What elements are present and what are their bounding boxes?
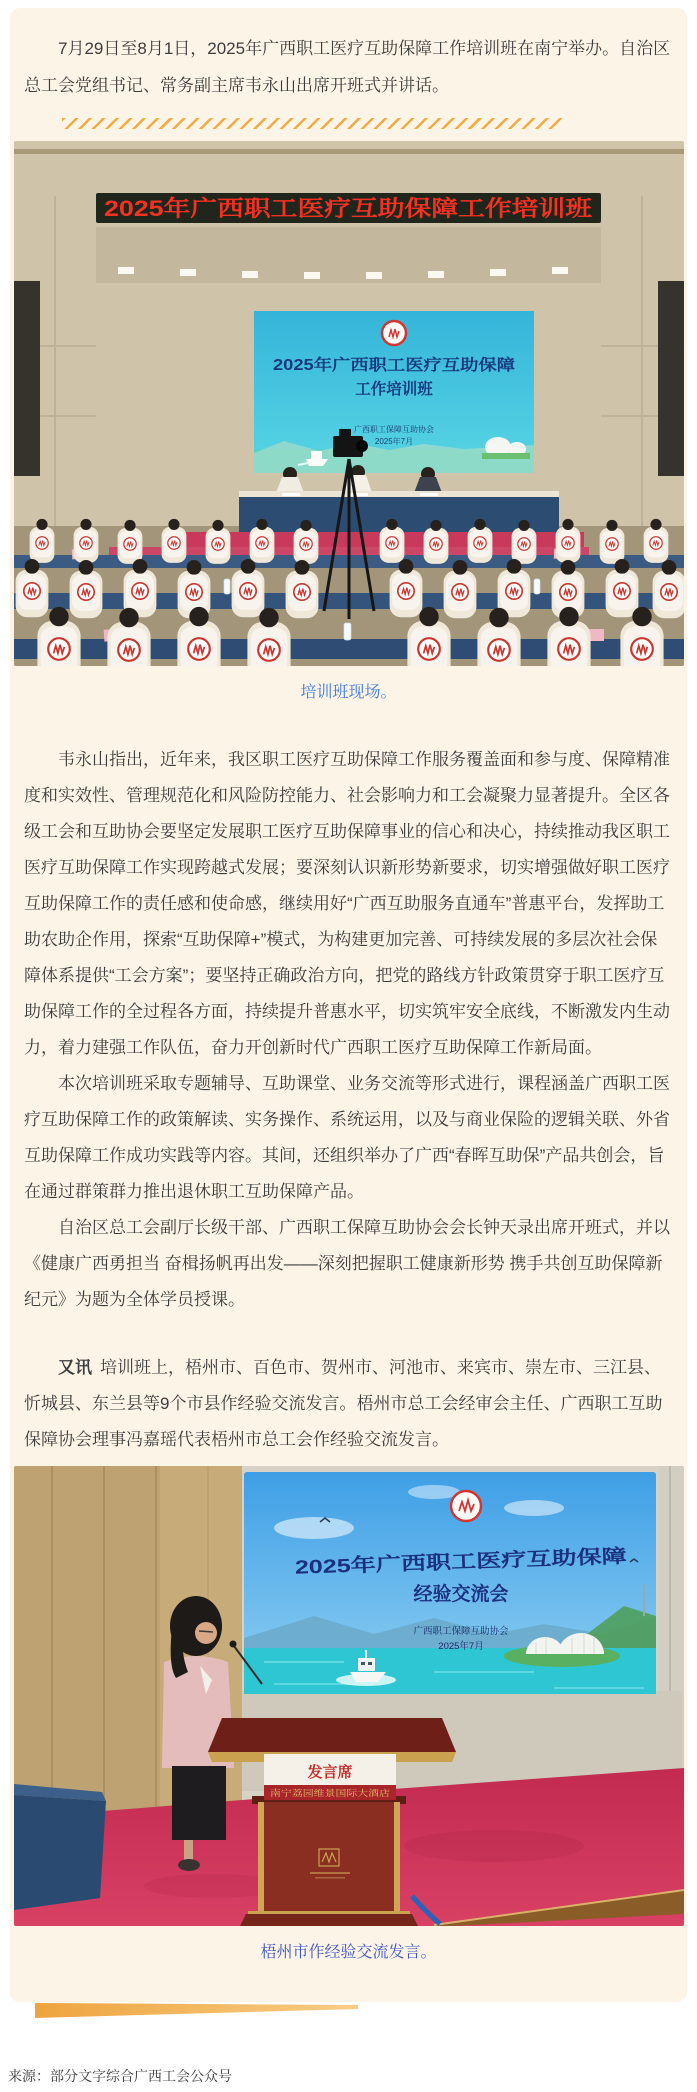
additional-news-text: 培训班上，梧州市、百色市、贺州市、河池市、来宾市、崇左市、三江县、忻城县、东兰县等9个市县作经验交流发言。梧州市总工会经审会主任、广西职工互助保障协会理事冯嘉瑶代表梧州市总工会作经验交流发言。	[24, 1358, 663, 1449]
screen-title-line1: 2025年广西职工医疗互助保障	[294, 1549, 546, 1579]
led-banner-text: 2025年广西职工医疗互助保障工作培训班	[103, 196, 593, 221]
speaker-sign-text: 发言席	[306, 1764, 353, 1781]
intro-paragraph: 7月29日至8月1日，2025年广西职工医疗互助保障工作培训班在南宁举办。自治区总工会党组书记、常务副主席韦永山出席开班式并讲话。	[24, 39, 671, 95]
paragraph-zhongtianlu: 自治区总工会副厅长级干部、广西职工保障互助协会会长钟天录出席开班式，并以《健康广西勇担当 奋楫扬帆再出发——深刻把握职工健康新形势 携手共创互助保障新纪元》为题为全体学员授课。	[24, 1218, 670, 1309]
screen-title-line2: 经验交流会	[412, 1584, 509, 1605]
speaker-sign	[264, 1754, 396, 1800]
source-note: 来源：部分文字综合广西工会公众号	[8, 2068, 232, 2084]
speaker-panel-left	[14, 281, 40, 476]
photo1-caption: 培训班现场。	[300, 684, 397, 701]
screen-date: 2025年7月	[374, 437, 413, 446]
photo-training-venue[interactable]	[14, 141, 684, 666]
card-bottom-ribbon	[35, 2003, 358, 2018]
speaker-panel-right	[658, 281, 684, 476]
screen-org: 广西职工保障互助协会	[412, 1626, 509, 1637]
screen-org: 广西职工保障互助协会	[353, 425, 434, 434]
paragraph-training-format: 本次培训班采取专题辅导、互助课堂、业务交流等形式进行，课程涵盖广西职工医疗互助保障工作的政策解读、实务操作、系统运用，以及与商业保险的逻辑关联、外省互助保障工作成功实践等内容。其间，还组织举办了广西“春晖互助保”产品共创会，旨在通过群策群力推出退休职工互助保障产品。	[24, 1074, 670, 1201]
additional-news-label: 又讯	[58, 1358, 92, 1377]
photo-wuzhou-speech[interactable]	[14, 1466, 684, 1926]
stage-screen	[254, 311, 534, 473]
conference-screen	[244, 1472, 656, 1694]
paragraph-weiyongshan: 韦永山指出，近年来，我区职工医疗互助保障工作服务覆盖面和参与度、保障精准度和实效性、管理规范化和风险防控能力、社会影响力和工会凝聚力显著提升。全区各级工会和互助协会要坚定发展职工医疗互助保障事业的信心和决心，持续推动我区职工医疗互助保障工作实现跨越式发展；要深刻认识新形势新要求，切实增强做好职工医疗互助保障工作的责任感和使命感，继续用好“广西互助服务直通车”普惠平台，发挥助工助农助企作用，探索“互助保障+”模式，为构建更加完善、可持续发展的多层次社会保障体系提供“工会方案”；要坚持正确政治方向，把党的路线方针政策贯穿于职工医疗互助保障工作的全过程各方面，持续提升普惠水平，切实筑牢安全底线，不断激发内生动力，着力建强工作队伍，奋力开创新时代广西职工医疗互助保障工作新局面。	[24, 750, 670, 1057]
article-card	[10, 8, 687, 2002]
screen-title-line2: 工作培训班	[354, 381, 433, 398]
hotel-name-text: 南宁荔园维景国际大酒店	[269, 1788, 391, 1798]
screen-title-line1: 2025年广西职工医疗互助保障	[272, 357, 478, 374]
photo2-caption: 梧州市作经验交流发言。	[260, 1944, 437, 1961]
screen-date: 2025年7月	[437, 1641, 484, 1652]
article-body	[10, 742, 687, 1458]
side-table	[14, 1784, 106, 1910]
paragraph-additional-news	[24, 1350, 673, 1458]
hatch-divider	[62, 118, 562, 129]
